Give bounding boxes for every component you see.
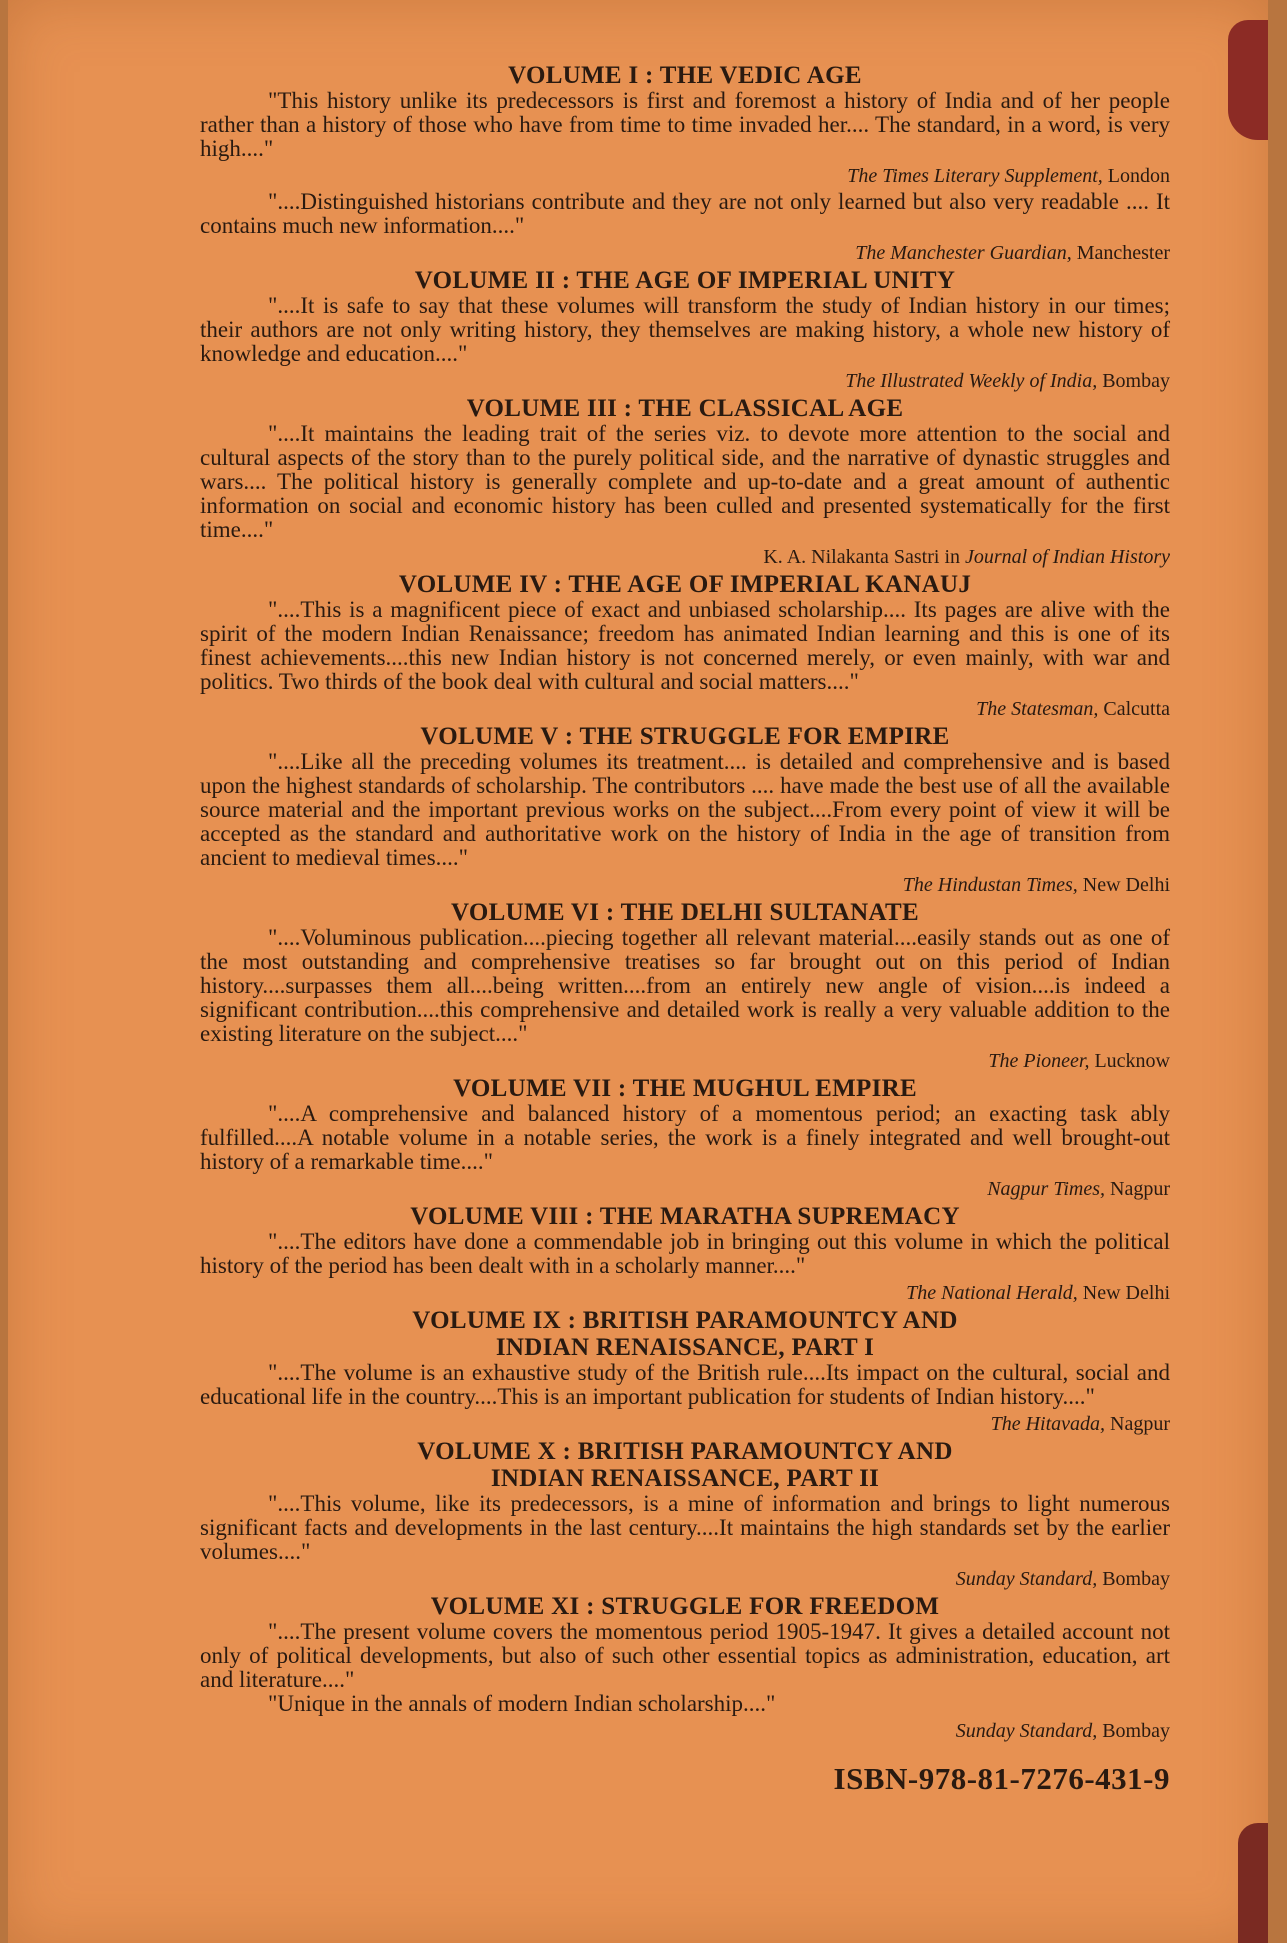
torn-spine-edge-bottom: [1238, 1823, 1268, 1943]
review-place: New Delhi: [1082, 874, 1170, 896]
review-quote: "....Voluminous publication....piecing together all relevant material....easily stands out as one of the most outstanding and comprehensive treatises so far brought out on this period of Indian history....surpasses them all....being written....from an entirely new angle of vision....is indeed a significant contribution....this comprehensive and detailed work is really a very valuable addition to the existing literature on the subject....": [200, 925, 1170, 1046]
review-place: Manchester: [1076, 242, 1170, 264]
review-source: [200, 164, 1170, 188]
review-author: K. A. Nilakanta Sastri in: [763, 546, 960, 568]
review-place: Lucknow: [1094, 1050, 1170, 1072]
review-publication: Sunday Standard,: [955, 1568, 1098, 1590]
volume-section: [200, 267, 1170, 393]
review-quote: "....Distinguished historians contribute and they are not only learned but also very readable .... It contains much new information....": [200, 189, 1170, 238]
review-place: New Delhi: [1082, 1282, 1170, 1304]
review-publication: The Hitavada,: [990, 1413, 1106, 1435]
review-quote: "....This volume, like its predecessors, is a mine of information and brings to light numerous significant facts and developments in the last century....It maintains the high standards set by the earlier volumes....": [200, 1491, 1170, 1564]
volume-title: [200, 1203, 1170, 1230]
volume-section: [200, 1307, 1170, 1436]
volume-title: [200, 62, 1170, 89]
review-source: [200, 1177, 1170, 1201]
reviews-column: [200, 62, 1170, 1797]
volume-title-text: VOLUME II : THE AGE OF IMPERIAL UNITY: [414, 267, 956, 294]
review-place: London: [1107, 165, 1170, 187]
volume-title-text: VOLUME IV : THE AGE OF IMPERIAL KANAUJ: [398, 571, 972, 598]
volume-section: [200, 723, 1170, 897]
review-quote: "....A comprehensive and balanced history of a momentous period; an exacting task ably fulfilled....A notable volume in a notable series, the work is a finely integrated and well brought-out history of a remarkable time....": [200, 1101, 1170, 1174]
volume-title: [200, 723, 1170, 750]
volume-title: [200, 899, 1170, 926]
review-publication: The Pioneer,: [988, 1050, 1090, 1072]
volume-title-text: VOLUME III : THE CLASSICAL AGE: [466, 395, 904, 422]
torn-spine-edge: [1228, 20, 1268, 140]
isbn-number: ISBN-978-81-7276-431-9: [833, 1761, 1170, 1796]
review-source: [200, 1049, 1170, 1073]
review-source: [200, 1412, 1170, 1436]
review-quote: "....It is safe to say that these volumes will transform the study of Indian history in our times; their authors are not only writing history, they themselves are making history, a whole new history of knowledge and education....": [200, 293, 1170, 366]
volume-section: [200, 899, 1170, 1073]
review-publication: The Manchester Guardian,: [855, 242, 1072, 264]
review-place: Bombay: [1102, 1720, 1170, 1742]
volume-title: [200, 1438, 1170, 1492]
volume-title-text: VOLUME I : THE VEDIC AGE: [508, 62, 862, 89]
volume-section: [200, 1075, 1170, 1201]
review-quote: "Unique in the annals of modern Indian scholarship....": [268, 1691, 776, 1716]
review-quote: "This history unlike its predecessors is first and foremost a history of India and of her people rather than a history of those who have from time to time invaded her.... The standard, in a word, is very high....": [200, 88, 1170, 161]
review-publication: The Hindustan Times,: [902, 874, 1078, 896]
review-publication: The Illustrated Weekly of India,: [845, 370, 1098, 392]
volume-title-text: VOLUME VIII : THE MARATHA SUPREMACY: [410, 1203, 960, 1230]
volume-section: [200, 395, 1170, 569]
review-publication: Sunday Standard,: [955, 1720, 1098, 1742]
volume-section: [200, 1593, 1170, 1743]
volume-title: [200, 267, 1170, 294]
review-publication: The Times Literary Supplement,: [847, 165, 1103, 187]
volume-section: [200, 1438, 1170, 1591]
review-source: [200, 241, 1170, 265]
review-publication: Nagpur Times,: [987, 1178, 1106, 1200]
review-source: [200, 1567, 1170, 1591]
volume-title: [200, 1307, 1170, 1361]
review-quote: "....The editors have done a commendable job in bringing out this volume in which the political history of the period has been dealt with in a scholarly manner....": [200, 1229, 1170, 1278]
review-publication: The Statesman,: [976, 698, 1099, 720]
review-source: [200, 1719, 1170, 1743]
volume-subtitle: INDIAN RENAISSANCE, PART I: [495, 1334, 875, 1361]
volume-title-text: VOLUME XI : STRUGGLE FOR FREEDOM: [430, 1593, 940, 1620]
review-place: Bombay: [1102, 1568, 1170, 1590]
review-source: [200, 545, 1170, 569]
volume-section: [200, 62, 1170, 265]
volume-title: [200, 1593, 1170, 1620]
review-place: Bombay: [1102, 370, 1170, 392]
review-source: [200, 697, 1170, 721]
volume-title-text: VOLUME IX : BRITISH PARAMOUNTCY AND: [412, 1307, 958, 1334]
volume-title-text: VOLUME V : THE STRUGGLE FOR EMPIRE: [420, 723, 950, 750]
volume-subtitle: INDIAN RENAISSANCE, PART II: [490, 1465, 880, 1492]
review-place: Calcutta: [1103, 698, 1170, 720]
volume-title: [200, 395, 1170, 422]
review-source: [200, 873, 1170, 897]
review-quote: "....It maintains the leading trait of the series viz. to devote more attention to the social and cultural aspects of the story than to the purely political side, and the narrative of dynastic struggles and wars.... The political history is generally complete and up-to-date and a great amount of authentic information on social and economic history has been culled and presented systematically for the first time....": [200, 421, 1170, 542]
volume-title: [200, 1075, 1170, 1102]
volume-section: [200, 571, 1170, 721]
review-place: Nagpur: [1110, 1178, 1170, 1200]
review-quote: "....This is a magnificent piece of exact and unbiased scholarship.... Its pages are alive with the spirit of the modern Indian Renaissance; freedom has animated Indian learning and this is one of its finest achievements....this new Indian history is not concerned merely, or even mainly, with war and politics. Two thirds of the book deal with cultural and social matters....": [200, 597, 1170, 694]
review-quote: "....Like all the preceding volumes its treatment.... is detailed and comprehensive and is based upon the highest standards of scholarship. The contributors .... have made the best use of all the available source material and the important previous works on the subject....From every point of view it will be accepted as the standard and authoritative work on the history of India in the age of transition from ancient to medieval times....": [200, 749, 1170, 870]
volume-section: [200, 1203, 1170, 1305]
review-publication: The National Herald,: [906, 1282, 1078, 1304]
volume-title-text: VOLUME VI : THE DELHI SULTANATE: [451, 899, 919, 926]
review-place: Nagpur: [1110, 1413, 1170, 1435]
review-quote: "....The volume is an exhaustive study of the British rule....Its impact on the cultural, social and educational life in the country....This is an important publication for students of Indian history....": [200, 1360, 1170, 1409]
volume-title-text: VOLUME X : BRITISH PARAMOUNTCY AND: [417, 1438, 953, 1465]
volume-title-text: VOLUME VII : THE MUGHUL EMPIRE: [453, 1075, 917, 1102]
review-source: [200, 369, 1170, 393]
review-source: [200, 1281, 1170, 1305]
volume-title: [200, 571, 1170, 598]
review-publication: Journal of Indian History: [965, 546, 1170, 568]
review-quote: "....The present volume covers the momentous period 1905-1947. It gives a detailed account not only of political developments, but also of such other essential topics as administration, education, art and literature....": [200, 1619, 1170, 1692]
